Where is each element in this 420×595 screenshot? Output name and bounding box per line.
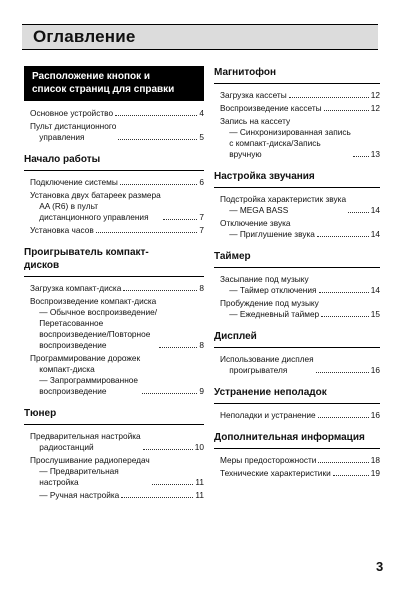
entry-text: Установка двух батареек размера AA (R6) в пульт дистанционного управления <box>30 190 161 222</box>
entry-page-number: 16 <box>370 410 380 420</box>
page-title: Оглавление <box>33 27 136 46</box>
toc-title-bar <box>22 24 378 50</box>
section-entries <box>214 274 380 320</box>
entry-text: Программирование дорожек компакт-диска — Запрограммированное воспроизведение <box>30 353 141 396</box>
toc-right-column <box>214 66 380 489</box>
toc-entry-programming-tracks[interactable] <box>24 353 204 397</box>
dot-leader <box>318 461 368 463</box>
entry-text: Загрузка кассеты <box>220 90 287 100</box>
entry-text: Предварительная настройка радиостанций <box>30 431 141 452</box>
section-title-cd-player[interactable]: Проигрыватель компакт- дисков <box>24 246 204 277</box>
toc-entry-mega-bass[interactable] <box>214 194 380 216</box>
entry-page-number: 8 <box>199 283 204 293</box>
toc-entry-muting[interactable] <box>214 218 380 240</box>
toc-entry-using-display[interactable] <box>214 354 380 376</box>
entry-text: Подстройка характеристик звука — MEGA BASS <box>220 194 347 215</box>
section-entries <box>214 410 380 421</box>
toc-entry-connecting-system[interactable] <box>24 177 204 188</box>
entry-text: Меры предосторожности <box>220 455 317 465</box>
entry-page-number: 5 <box>199 132 204 142</box>
toc-entry-precautions[interactable] <box>214 455 380 466</box>
dot-leader <box>319 291 369 293</box>
entry-text: Пробуждение под музыку — Ежедневный таймер <box>220 298 320 319</box>
dot-leader <box>316 371 369 373</box>
dot-leader <box>96 231 198 233</box>
section-title-getting-started[interactable]: Начало работы <box>24 153 204 171</box>
entry-text: Подключение системы <box>30 177 118 187</box>
toc-left-column <box>24 66 204 511</box>
section-entries <box>24 283 204 397</box>
entry-page-number: 9 <box>199 386 204 396</box>
entry-text: Отключение звука — Приглушение звука <box>220 218 315 239</box>
entry-page-number: 16 <box>370 365 380 375</box>
dot-leader <box>143 448 193 450</box>
section-entries <box>214 354 380 376</box>
entry-text: Пульт дистанционного управления <box>30 121 117 142</box>
toc-entry-main-unit[interactable] <box>24 108 204 119</box>
toc-entry-daily-timer[interactable] <box>214 298 380 320</box>
entry-page-number: 15 <box>370 309 380 319</box>
section-entries <box>24 431 204 501</box>
toc-entry-presetting-stations[interactable] <box>24 431 204 453</box>
toc-entry-sleep-timer[interactable] <box>214 274 380 296</box>
entry-page-number: 13 <box>370 149 380 159</box>
dot-leader <box>333 474 369 476</box>
toc-entry-setting-clock[interactable] <box>24 225 204 236</box>
entry-page-number: 7 <box>199 225 204 235</box>
section-title-display[interactable]: Дисплей <box>214 330 380 348</box>
dot-leader <box>289 96 369 98</box>
section-entries <box>214 455 380 479</box>
entry-page-number: 8 <box>199 340 204 350</box>
toc-entry-problems-remedies[interactable] <box>214 410 380 421</box>
section-title-tuner[interactable]: Тюнер <box>24 407 204 425</box>
dot-leader <box>318 416 369 418</box>
entry-text: Основное устройство <box>30 108 114 118</box>
dot-leader <box>123 289 197 291</box>
dot-leader <box>120 183 198 185</box>
entry-text: Неполадки и устранение <box>220 410 316 420</box>
section-title-button-locations[interactable]: Расположение кнопок и список страниц для справки <box>24 66 204 101</box>
dot-leader <box>152 483 194 485</box>
section-title-troubleshooting[interactable]: Устранение неполадок <box>214 386 380 404</box>
entry-text: Засыпание под музыку — Таймер отключения <box>220 274 317 295</box>
entry-page-number: 11 <box>195 490 204 500</box>
entry-page-number: 14 <box>370 229 380 239</box>
dot-leader <box>118 138 197 140</box>
toc-entry-manual-tuning[interactable] <box>24 490 204 501</box>
entry-text: Установка часов <box>30 225 94 235</box>
entry-page-number: 12 <box>370 103 380 113</box>
entry-page-number: 14 <box>370 205 380 215</box>
dot-leader <box>163 218 198 220</box>
entry-page-number: 7 <box>199 212 204 222</box>
toc-entry-remote-control[interactable] <box>24 121 204 143</box>
entry-page-number: 10 <box>194 442 204 452</box>
dot-leader <box>142 392 197 394</box>
toc-entry-loading-cd[interactable] <box>24 283 204 294</box>
entry-page-number: 6 <box>199 177 204 187</box>
dot-leader <box>121 496 193 498</box>
section-entries <box>214 194 380 240</box>
entry-text: Запись на кассету — Синхронизированная запись с компакт-диска/Запись вручную <box>220 116 351 159</box>
toc-entry-specifications[interactable] <box>214 468 380 479</box>
section-title-additional-info[interactable]: Дополнительная информация <box>214 431 380 449</box>
toc-entry-recording-tape[interactable] <box>214 116 380 160</box>
dot-leader <box>321 315 369 317</box>
dot-leader <box>115 114 197 116</box>
entry-page-number: 11 <box>195 477 204 487</box>
toc-entry-batteries[interactable] <box>24 190 204 223</box>
entry-page-number: 4 <box>199 108 204 118</box>
entry-page-number: 18 <box>370 455 380 465</box>
section-title-sound-adjustment[interactable]: Настройка звучания <box>214 170 380 188</box>
entry-text: Прослушивание радиопередач — Предварительная настройка <box>30 455 150 487</box>
entry-text: Воспроизведение кассеты <box>220 103 322 113</box>
dot-leader <box>317 235 369 237</box>
entry-text: — Ручная настройка <box>30 490 120 500</box>
entry-page-number: 14 <box>370 285 380 295</box>
dot-leader <box>324 109 369 111</box>
dot-leader <box>348 211 369 213</box>
entry-text: Воспроизведение компакт-диска — Обычное воспроизведение/ Перетасованное воспроизведение/Повторное воспроизведение <box>30 296 158 350</box>
entry-text: Технические характеристики <box>220 468 331 478</box>
toc-entry-loading-tape[interactable] <box>214 90 380 101</box>
section-entries <box>214 90 380 160</box>
page-number: 3 <box>376 559 384 574</box>
entry-text: Загрузка компакт-диска <box>30 283 122 293</box>
section-title-tape-deck[interactable]: Магнитофон <box>214 66 380 84</box>
entry-page-number: 12 <box>370 90 380 100</box>
section-entries <box>24 108 204 143</box>
section-entries <box>24 177 204 236</box>
entry-page-number: 19 <box>370 468 380 478</box>
toc-entry-playing-cd[interactable] <box>24 296 204 351</box>
toc-entry-playing-tape[interactable] <box>214 103 380 114</box>
toc-entry-listening-radio[interactable] <box>24 455 204 488</box>
dot-leader <box>159 346 197 348</box>
dot-leader <box>353 155 369 157</box>
section-title-timer[interactable]: Таймер <box>214 250 380 268</box>
entry-text: Использование дисплея проигрывателя <box>220 354 314 375</box>
